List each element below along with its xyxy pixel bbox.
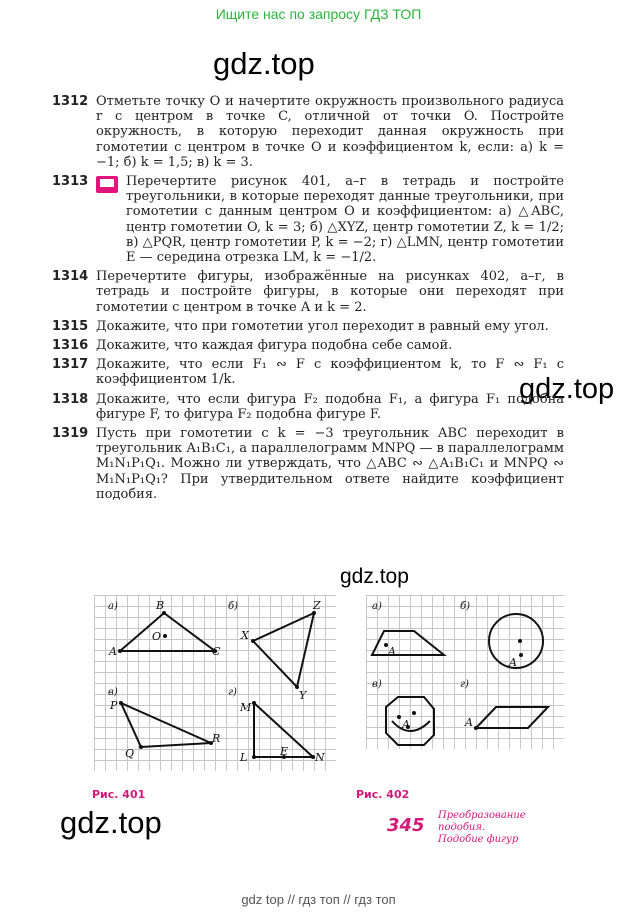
figure-402-drawing — [366, 595, 564, 749]
problem-text: Перечертите фигуры, изображённые на рисунках 402, а–г, в тетрадь и постройте фигуры, в которые они переходят при гомотетии с центром в точке A и k = 2. — [96, 269, 564, 315]
triangle-pqr — [121, 703, 211, 747]
problem-number: 1316 — [52, 338, 89, 354]
panel-label: г) — [228, 687, 237, 698]
label-q: Q — [125, 747, 135, 760]
label-x: X — [241, 629, 249, 642]
page-number: 345 — [387, 815, 425, 836]
problem-text: Перечертите рисунок 401, а–г в тетрадь и постройте треугольники, в которые переходят данные треугольники, при гомотетии с данным центром O и коэффициентом: а) △ABC, центр гомотетии O, k = 3; б) △XYZ, центр гомотетии Z, k = 1/2; в) △PQR, центр гомотетии P, k = −2; г) △LMN, центр гомотетии E — середина отрезка LM, k = −1/2. — [126, 174, 564, 266]
figure-401-drawing — [94, 595, 336, 771]
watermark: gdz.top — [60, 805, 162, 840]
label-l: L — [240, 751, 248, 764]
problem-1313 — [52, 174, 564, 265]
problem-text: Докажите, что каждая фигура подобна себе самой. — [96, 338, 453, 354]
label-o: O — [152, 630, 162, 643]
problem-number: 1318 — [52, 391, 89, 407]
problem-text: Пусть при гомотетии с k = −3 треугольник ABC переходит в треугольник A₁B₁C₁, а параллелограмм MNPQ — в параллелограмм M₁N₁P₁Q₁. Можно ли утверждать, что △ABC ∾ △A₁B₁C₁ и MNPQ ∾ M₁N₁P₁Q₁? При утвердительном ответе найдите коэффициент подобия. — [96, 426, 564, 502]
computer-icon — [96, 176, 118, 193]
section-title — [438, 810, 548, 846]
problem-text: Отметьте точку O и начертите окружность произвольного радиуса r с центром в точке C, отличной от точки O. Постройте окружность, в которую переходит данная окружность при гомотетии с центром в точке O и коэффициентом k, если: а) k = −1; б) k = 1,5; в) k = 3. — [96, 94, 564, 170]
label-z: Z — [313, 599, 321, 612]
footer-links[interactable]: gdz top // гдз топ // гдз топ — [241, 892, 396, 907]
problem-number: 1319 — [52, 426, 89, 442]
triangle-xyz — [253, 613, 314, 687]
section-title-line: подобия. — [438, 822, 486, 833]
problem-list — [52, 94, 564, 506]
problem-number: 1314 — [52, 269, 89, 285]
figure-402-caption: Рис. 402 — [356, 788, 410, 801]
panel-label: а) — [108, 601, 118, 612]
label-b: B — [156, 599, 165, 612]
label-y: Y — [299, 689, 307, 702]
section-title-line: Подобие фигур — [438, 834, 519, 845]
problem-text: Докажите, что если фигура F₂ подобна F₁, а фигура F₁ подобна фигуре F, то фигура F₂ подобна фигуре F. — [96, 391, 564, 422]
problem-1315 — [52, 319, 564, 334]
label-a: A — [402, 718, 410, 731]
top-banner: Ищите нас по запросу ГДЗ ТОП — [215, 6, 422, 22]
label-c: C — [212, 645, 221, 658]
triangle-abc — [120, 613, 215, 651]
point-o — [163, 634, 167, 638]
problem-text: Докажите, что если F₁ ∾ F с коэффициентом k, то F ∾ F₁ с коэффициентом 1/k. — [96, 357, 564, 388]
section-title-line: Преобразование — [438, 810, 526, 821]
smile — [392, 721, 430, 731]
figure-401 — [94, 595, 336, 771]
problem-number: 1313 — [52, 174, 89, 190]
label-a: A — [465, 716, 473, 729]
label-e: E — [280, 745, 289, 758]
problem-1319 — [52, 426, 564, 502]
trapezoid — [372, 631, 444, 655]
problem-1317 — [52, 357, 564, 387]
problem-number: 1317 — [52, 357, 89, 373]
label-p: P — [110, 699, 118, 712]
panel-label: б) — [460, 601, 471, 612]
label-r: R — [212, 732, 221, 745]
label-a: A — [109, 645, 117, 658]
watermark: gdz.top — [213, 46, 315, 81]
figure-402 — [366, 595, 564, 749]
problem-number: 1315 — [52, 318, 89, 334]
panel-label: а) — [372, 601, 382, 612]
problem-text: Докажите, что при гомотетии угол переходит в равный ему угол. — [96, 318, 549, 334]
parallelogram — [476, 707, 548, 728]
problem-1316 — [52, 338, 564, 353]
label-a: A — [388, 645, 396, 658]
watermark: gdz.top — [519, 373, 615, 405]
problem-1318 — [52, 392, 564, 422]
problem-1312 — [52, 94, 564, 170]
problem-number: 1312 — [52, 94, 89, 109]
panel-label: в) — [108, 687, 118, 698]
watermark: gdz.top — [340, 565, 409, 588]
figure-401-caption: Рис. 401 — [92, 788, 146, 801]
label-n: N — [315, 751, 325, 764]
panel-label: в) — [372, 679, 382, 690]
panel-label: б) — [228, 601, 239, 612]
label-m: M — [240, 701, 252, 714]
panel-label: г) — [460, 679, 469, 690]
problem-1314 — [52, 269, 564, 315]
label-a: A — [509, 656, 517, 669]
